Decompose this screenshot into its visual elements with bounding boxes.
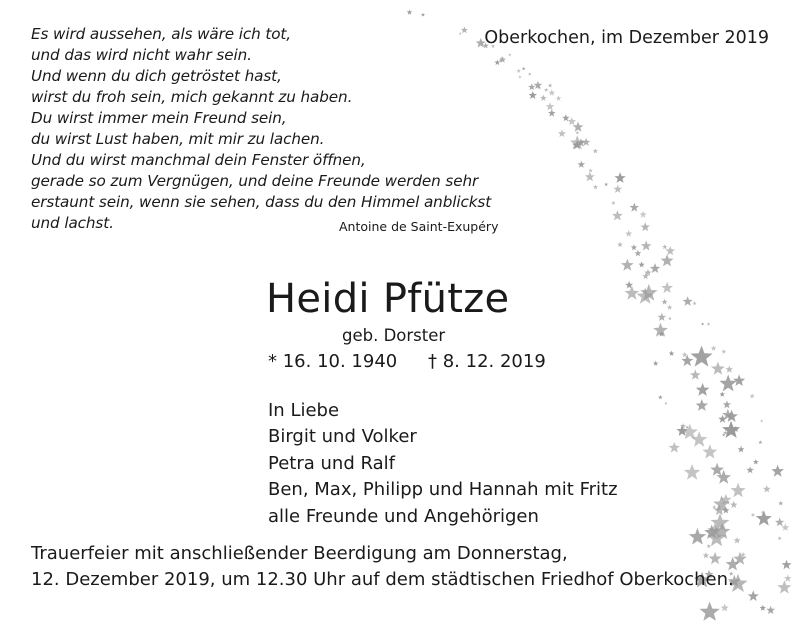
star-icon (585, 172, 595, 182)
star-icon (753, 459, 759, 464)
star-icon (725, 366, 733, 373)
star-icon (662, 244, 667, 249)
funeral-notice (31, 541, 734, 593)
star-icon (631, 244, 638, 250)
star-icon (593, 185, 598, 190)
star-icon (650, 263, 660, 273)
poem-line: und das wird nicht wahr sein. (31, 46, 252, 64)
star-icon (640, 211, 647, 218)
star-icon (589, 168, 593, 172)
star-icon (750, 393, 755, 398)
star-icon (758, 440, 762, 444)
star-icon (641, 222, 650, 231)
star-icon (661, 282, 673, 293)
star-icon (763, 485, 771, 492)
star-icon (668, 317, 672, 321)
mourner-line: Petra und Ralf (268, 452, 395, 474)
funeral-line: 12. Dezember 2019, um 12.30 Uhr auf dem städtischen Friedhof Oberkochen. (31, 569, 734, 590)
poem-line: gerade so zum Vergnügen, und deine Freunde werden sehr (31, 172, 479, 190)
star-icon (766, 606, 775, 614)
star-icon (748, 590, 759, 601)
star-icon (637, 288, 654, 304)
star-icon (782, 560, 792, 570)
star-icon (625, 286, 640, 300)
star-icon (407, 9, 413, 14)
star-icon (664, 402, 667, 405)
star-icon (613, 185, 622, 193)
star-icon (700, 602, 720, 621)
maiden-name: geb. Dorster (342, 326, 446, 345)
star-icon (775, 518, 784, 527)
poem-line: erstaunt sein, wenn sie sehen, dass du den Himmel anblickst (31, 193, 492, 211)
star-icon (691, 431, 707, 447)
star-icon (575, 131, 579, 135)
star-icon (568, 117, 577, 125)
star-icon (658, 313, 667, 321)
mourner-line: Ben, Max, Philipp und Hannah mit Fritz (268, 479, 618, 501)
star-icon (710, 463, 724, 476)
star-icon (781, 523, 789, 531)
star-icon (693, 301, 697, 305)
star-icon (661, 254, 674, 266)
star-icon (760, 605, 766, 611)
poem-line: du wirst Lust haben, mit mir zu lachen. (31, 130, 325, 148)
star-icon (707, 322, 711, 326)
star-icon (593, 149, 598, 154)
star-icon (625, 230, 632, 237)
star-icon (578, 161, 586, 168)
star-icon (641, 240, 652, 250)
death-date: † 8. 12. 2019 (428, 351, 546, 372)
star-icon (751, 513, 756, 517)
poem (31, 24, 551, 234)
star-icon (669, 442, 680, 453)
star-icon (614, 172, 625, 183)
star-icon (684, 464, 701, 480)
poem-line: Und wenn du dich getröstet hast, (31, 67, 282, 85)
star-icon (711, 345, 717, 350)
star-icon (756, 510, 772, 525)
star-icon (712, 505, 716, 509)
deceased-name: Heidi Pfütze (266, 276, 510, 322)
star-icon (696, 383, 710, 396)
star-icon (784, 574, 792, 581)
star-icon (777, 580, 791, 593)
star-icon (771, 465, 784, 477)
star-icon (720, 392, 726, 397)
star-icon (690, 370, 701, 380)
poem-line: Es wird aussehen, als wäre ich tot, (31, 25, 292, 43)
mourner-line: alle Freunde und Angehörigen (268, 505, 539, 527)
star-icon (556, 96, 562, 101)
star-icon (746, 466, 754, 473)
star-icon (558, 129, 566, 137)
star-icon (683, 296, 693, 306)
star-icon (611, 201, 615, 205)
star-icon (702, 444, 717, 458)
star-icon (721, 604, 729, 612)
star-icon (721, 349, 726, 354)
mourner-line: Birgit und Volker (268, 426, 417, 448)
star-icon (738, 446, 745, 453)
star-icon (639, 261, 645, 267)
star-icon (734, 537, 741, 544)
star-icon (669, 351, 675, 356)
star-icon (691, 346, 713, 367)
mourners-list (268, 398, 618, 530)
poem-line: Du wirst immer mein Freund sein, (31, 109, 287, 127)
funeral-line: Trauerfeier mit anschließender Beerdigung am Donnerstag, (31, 543, 568, 564)
star-icon (662, 299, 668, 305)
star-icon (658, 395, 663, 399)
star-icon (667, 305, 672, 310)
star-icon (731, 483, 746, 498)
star-icon (573, 122, 584, 132)
star-icon (621, 259, 634, 271)
poem-line: und lachst. (31, 214, 114, 232)
star-icon (778, 501, 783, 506)
place-and-date: Oberkochen, im Dezember 2019 (484, 28, 769, 48)
star-icon (711, 362, 725, 375)
star-icon (730, 501, 737, 508)
mourner-line: In Liebe (268, 400, 340, 421)
star-icon (421, 13, 425, 17)
star-icon (696, 399, 708, 411)
star-icon (723, 401, 731, 409)
star-icon (635, 250, 642, 257)
poem-author: Antoine de Saint-Exupéry (339, 219, 499, 234)
star-icon (617, 242, 623, 247)
star-icon (666, 246, 676, 255)
star-icon (612, 210, 623, 220)
star-icon (653, 361, 659, 366)
poem-line: wirst du froh sein, mich gekannt zu haben. (31, 88, 353, 106)
star-icon (733, 374, 745, 386)
star-icon (719, 375, 737, 392)
star-icon (778, 536, 782, 540)
star-icon (630, 203, 640, 212)
star-icon (681, 355, 693, 366)
birth-date: * 16. 10. 1940 (268, 351, 398, 372)
star-icon (701, 322, 704, 325)
star-icon (604, 182, 608, 186)
star-icon (760, 419, 764, 422)
poem-line: Und du wirst manchmal dein Fenster öffnen, (31, 151, 366, 169)
